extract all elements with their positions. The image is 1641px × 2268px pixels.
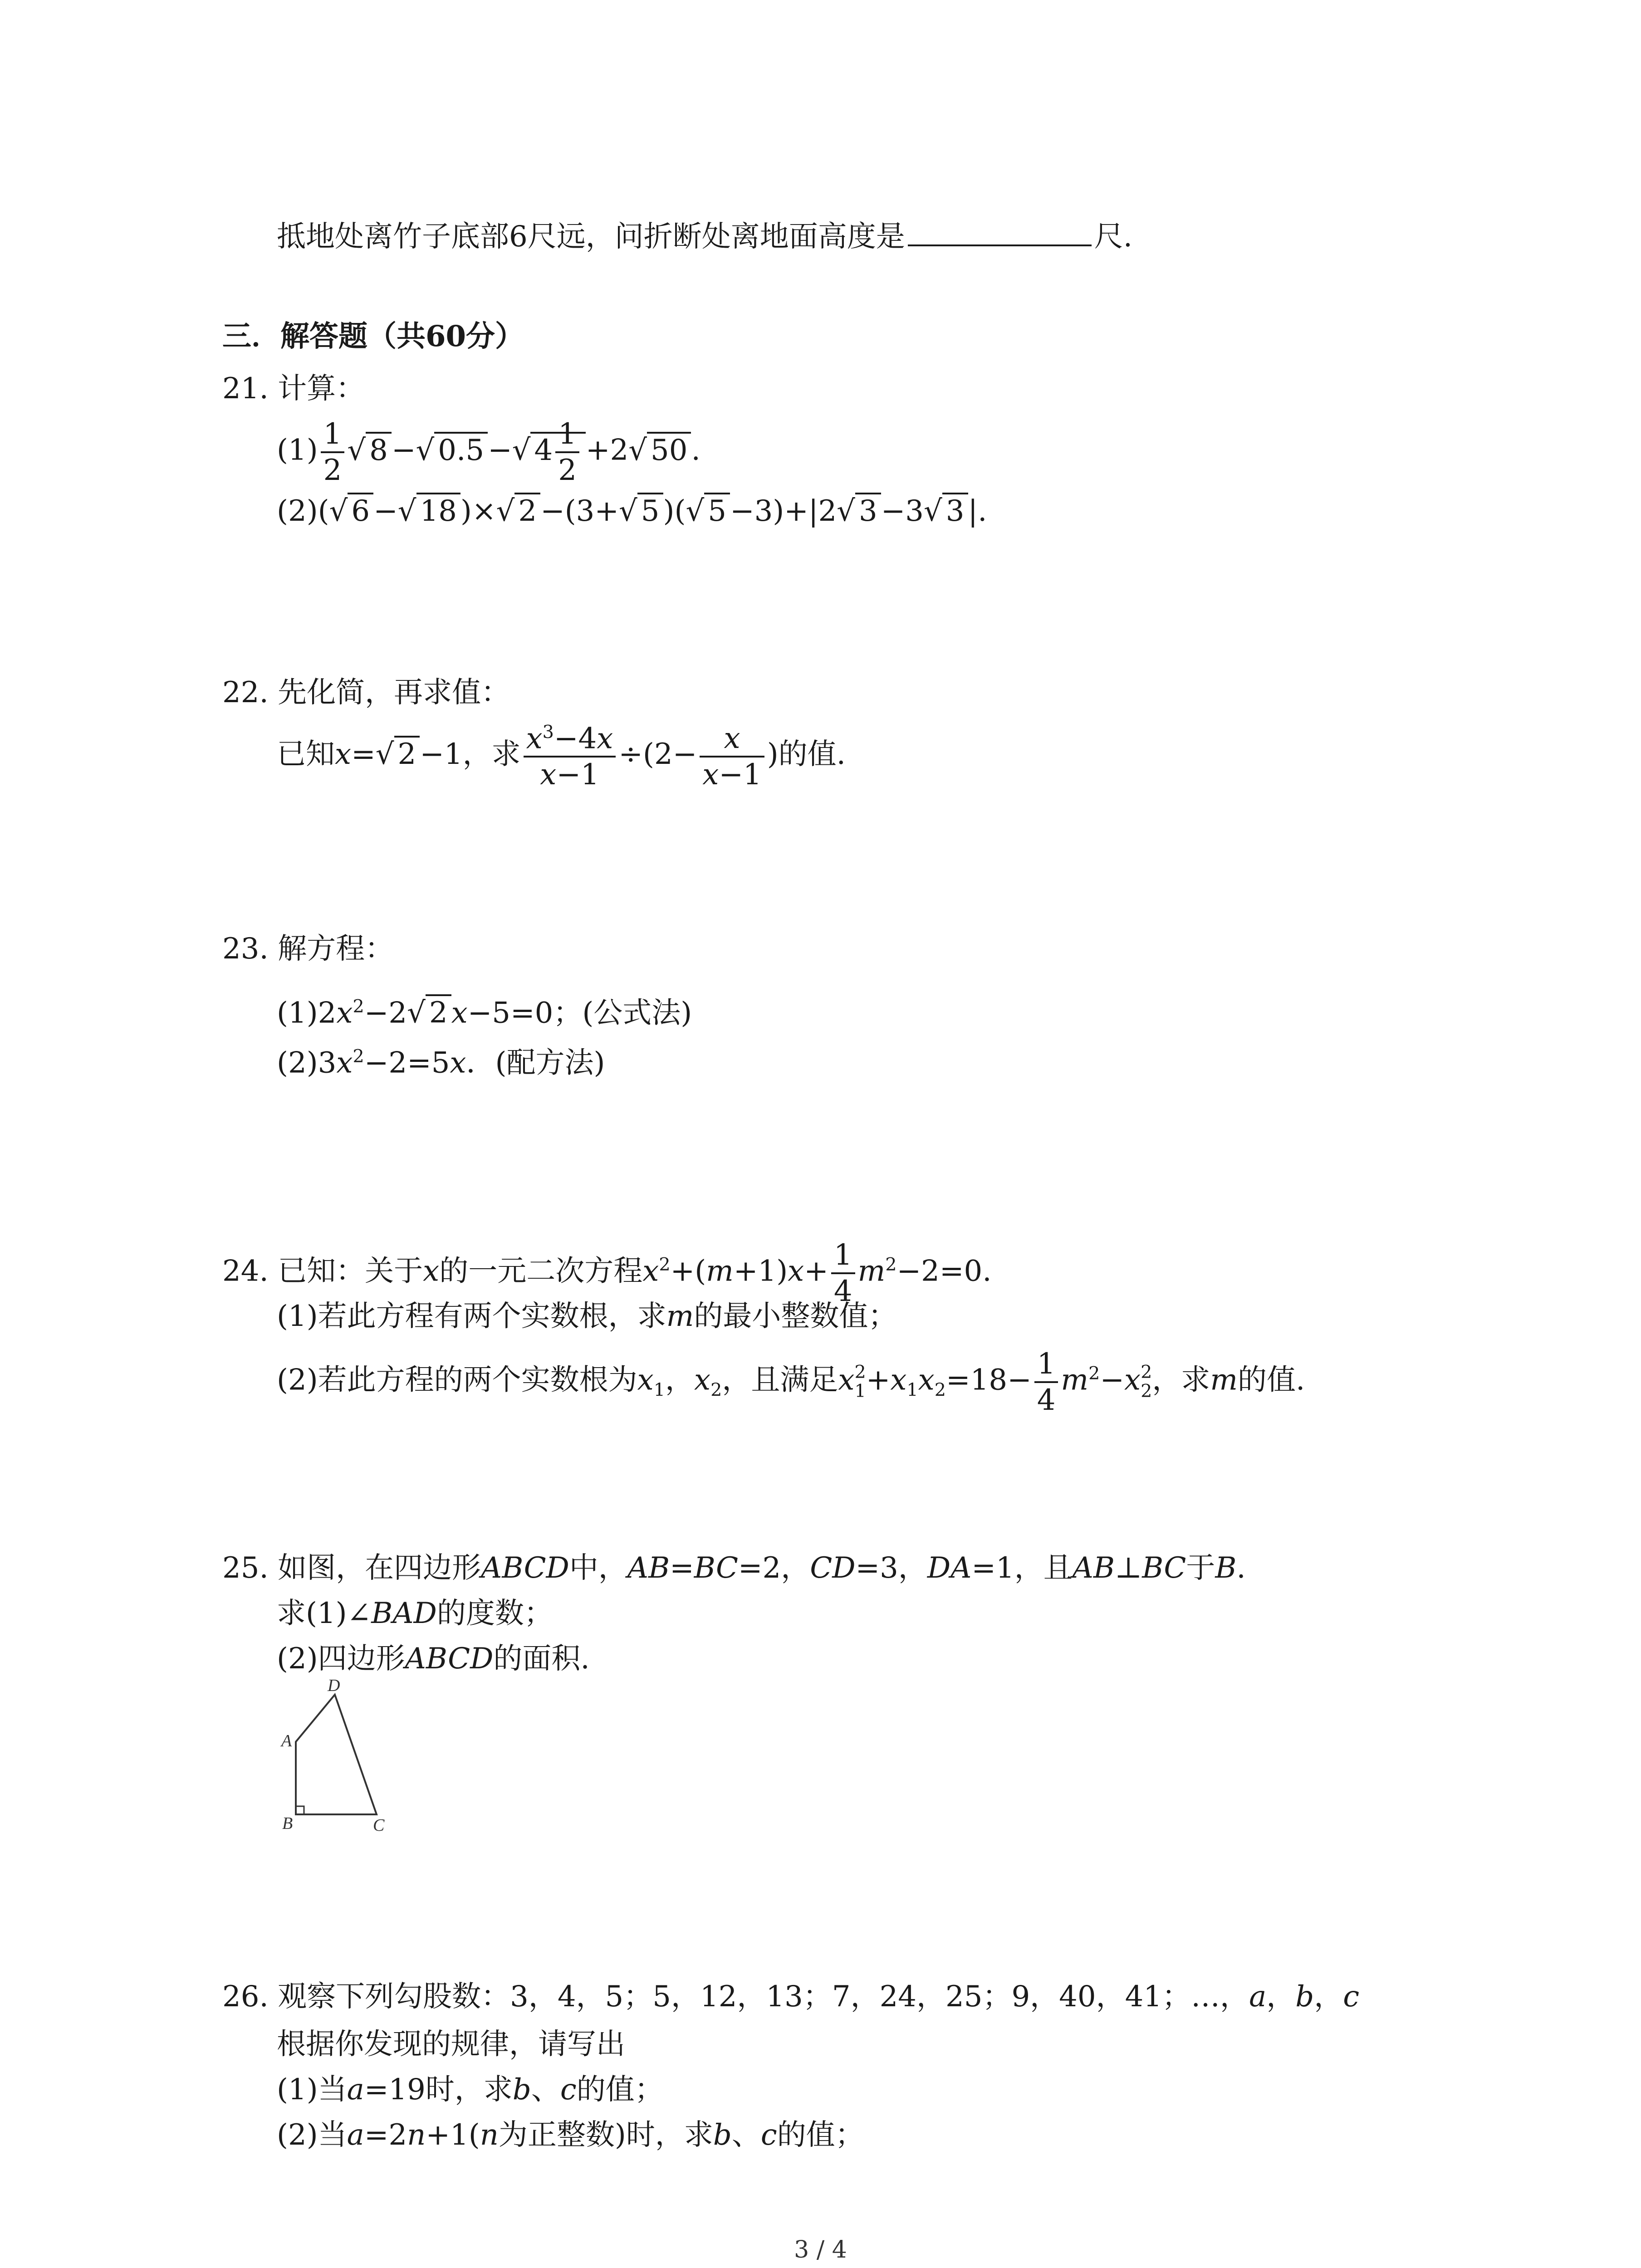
q25-part1 (277, 1599, 553, 1628)
var: a (347, 2073, 364, 2107)
sqrt-arg: 6 (348, 493, 373, 528)
text: 的值； (576, 2073, 664, 2107)
text: =19时，求 (364, 2073, 513, 2107)
fraction (524, 722, 616, 792)
op: −1 (719, 758, 762, 792)
q26-part2 (277, 2118, 864, 2152)
fraction-num (524, 723, 616, 758)
sqrt-arg: 2 (514, 493, 540, 528)
text: (2)四边形 (277, 1642, 405, 1676)
sqrt-arg: 2 (426, 994, 451, 1030)
var: BC (1142, 1551, 1186, 1585)
text: =2， (738, 1551, 810, 1585)
op: + (804, 1254, 828, 1288)
sqrt: √ 4 $\frac{1}{2}$ (512, 420, 586, 485)
var: x (890, 1363, 907, 1397)
q24-part2 (277, 1349, 1305, 1415)
var: b (1295, 1980, 1314, 2014)
sqrt-arg: 8 (366, 432, 392, 467)
text: ．(配方法) (466, 1046, 605, 1080)
op: +( (670, 1254, 706, 1288)
sqrt-arg-mixed (530, 417, 585, 487)
fraction (555, 417, 579, 487)
text: 、 (531, 2073, 560, 2107)
op: −2=0. (896, 1254, 992, 1288)
exp: 3 (542, 722, 554, 743)
sqrt: √ 5 (686, 497, 730, 526)
text: 于 (1186, 1551, 1215, 1585)
q22-title: 22. 先化简，再求值： (222, 676, 510, 709)
op: − (488, 433, 512, 467)
exp: 2 (353, 996, 364, 1017)
sqrt: √ 2 (376, 740, 420, 769)
fraction-num: x (700, 724, 764, 758)
var: x (702, 758, 719, 792)
text: )的值. (767, 738, 846, 772)
fraction (321, 417, 345, 487)
text: (2)若此方程的两个实数根为 (277, 1363, 637, 1397)
sqrt: √ 6 (329, 497, 374, 526)
var: a (347, 2118, 364, 2152)
q23-part1 (277, 996, 692, 1030)
exp: 2 (1141, 1362, 1152, 1383)
subscript: 2 (710, 1379, 722, 1401)
text: 的度数； (436, 1597, 553, 1630)
text: 的最小整数值； (694, 1300, 897, 1333)
var: CD (810, 1551, 856, 1585)
top-line-unit: 尺. (1094, 220, 1133, 254)
sup-sub (854, 1363, 866, 1401)
answer-blank[interactable] (908, 244, 1092, 246)
op: −2=5 (364, 1046, 450, 1080)
fraction (1034, 1349, 1058, 1415)
var: b (512, 2073, 531, 2107)
var: x (423, 1254, 440, 1288)
op: −(3+ (540, 494, 619, 528)
sup-sub (1141, 1363, 1152, 1401)
q21-part2 (277, 494, 987, 528)
var: x (694, 1363, 711, 1397)
var: x (597, 722, 613, 756)
sqrt-arg: 50 (647, 432, 691, 467)
text: 、 (731, 2118, 761, 2152)
sqrt: √ 8 (347, 436, 392, 465)
sqrt: √ 3 (924, 497, 968, 526)
op: −4 (554, 722, 597, 756)
text: 的值； (777, 2118, 864, 2152)
op: − (1100, 1363, 1124, 1397)
fraction (700, 721, 764, 792)
var: m (706, 1254, 734, 1288)
q26-part1 (277, 2073, 664, 2107)
var: x (642, 1254, 659, 1288)
op: = (351, 738, 376, 772)
op: −3)+|2 (730, 494, 837, 528)
q23-title: 23. 解方程： (222, 932, 394, 966)
text: (1)2 (277, 996, 337, 1030)
var: BAD (371, 1597, 437, 1630)
vertex-label-b: B (282, 1814, 293, 1833)
q24-part1 (277, 1302, 897, 1331)
sqrt: √ 2 (496, 497, 541, 526)
text: 为正整数)时，求 (498, 2118, 713, 2152)
var: AB (1072, 1551, 1115, 1585)
fraction-num: 1 (321, 420, 345, 453)
sqrt-arg: 0.5 (434, 432, 488, 467)
var: m (1061, 1363, 1089, 1397)
subscript: 1 (906, 1379, 918, 1401)
var: BC (694, 1551, 738, 1585)
var: x (637, 1363, 654, 1397)
sqrt-arg: 5 (704, 493, 730, 528)
op: )( (663, 494, 686, 528)
text: 26. 观察下列勾股数：3，4，5；5，12，13；7，24，25；9，40，41；…， (222, 1980, 1249, 2014)
sqrt: √ 5 (619, 497, 663, 526)
fraction-num: 1 (1034, 1349, 1058, 1383)
var: m (857, 1254, 886, 1288)
op: − (373, 494, 398, 528)
var: n (480, 2118, 499, 2152)
vertex-label-a: A (281, 1731, 292, 1750)
op: . (691, 433, 700, 467)
var: x (918, 1363, 935, 1397)
op: −3 (881, 494, 924, 528)
text: ， (1314, 1980, 1343, 2014)
sqrt-arg: 18 (416, 493, 460, 528)
text: =1，且 (971, 1551, 1073, 1585)
var: ABCD (405, 1642, 494, 1676)
sqrt-arg: 3 (942, 493, 968, 528)
q21-title: 21. 计算： (222, 372, 365, 406)
right-angle-mark (296, 1806, 304, 1814)
text: (1)若此方程有两个实数根，求 (277, 1300, 666, 1333)
text: (2)3 (277, 1046, 337, 1080)
text: =2 (364, 2118, 407, 2152)
q26-line1: 根据你发现的规律，请写出 (277, 2028, 625, 2061)
op: =18− (946, 1363, 1032, 1397)
text: 已知 (277, 738, 335, 772)
q21-p2-label: (2)( (277, 494, 329, 528)
sqrt: √ 3 (837, 497, 881, 526)
subscript: 1 (653, 1379, 665, 1401)
var: B (1215, 1551, 1237, 1585)
var: x (451, 996, 468, 1030)
op: = (670, 1551, 694, 1585)
top-line-text: 抵地处离竹子底部6尺远，问折断处离地面高度是 (277, 220, 905, 254)
var: x (1124, 1363, 1141, 1397)
exp: 2 (659, 1254, 671, 1276)
text: =3， (855, 1551, 927, 1585)
var: c (560, 2073, 577, 2107)
fraction-num: 1 (555, 420, 579, 453)
fraction-den: 4 (833, 1275, 852, 1308)
exp: 2 (1088, 1363, 1100, 1384)
vertex-label-c: C (373, 1816, 385, 1833)
var: x (526, 722, 543, 756)
top-line (277, 220, 1133, 254)
text: −1，求 (420, 738, 521, 772)
fraction-num: 1 (831, 1241, 855, 1274)
exp: 2 (885, 1254, 897, 1276)
text: 的一元二次方程 (439, 1254, 643, 1288)
op: −2 (364, 996, 407, 1030)
op: +2 (585, 433, 629, 467)
text: ， (665, 1363, 694, 1397)
fraction-den (700, 758, 764, 792)
var: DA (927, 1551, 972, 1585)
op: |. (968, 494, 987, 528)
q26-title (222, 1980, 1360, 2014)
fraction-den: 4 (1037, 1383, 1056, 1417)
q25-title (222, 1551, 1246, 1585)
var: ABCD (481, 1551, 569, 1585)
exp: 2 (353, 1046, 364, 1067)
fraction-den (524, 758, 616, 792)
sqrt: √ 2 (407, 998, 451, 1027)
sqrt: √ 18 (398, 497, 460, 526)
text: −5=0；(公式法) (467, 996, 692, 1030)
text: ， (1266, 1980, 1296, 2014)
var: n (407, 2118, 426, 2152)
text: ，且满足 (722, 1363, 838, 1397)
text: . (1236, 1551, 1246, 1585)
var: b (713, 2118, 732, 2152)
var: AB (627, 1551, 670, 1585)
text: 求(1)∠ (277, 1597, 372, 1630)
sqrt: √ 0.5 (416, 436, 488, 465)
q22-expression (277, 721, 846, 792)
subscript: 2 (1141, 1381, 1152, 1402)
quadrilateral-figure (272, 1678, 408, 1833)
sqrt-arg: 5 (637, 493, 663, 528)
text: 的值. (1238, 1363, 1305, 1397)
var: m (666, 1300, 694, 1333)
subscript: 1 (854, 1381, 866, 1402)
fraction-den: 2 (323, 454, 342, 487)
text: 的面积. (493, 1642, 590, 1676)
section-header: 三．解答题（共60分） (222, 319, 524, 353)
fraction (831, 1238, 855, 1308)
var: x (838, 1363, 855, 1397)
text: 中， (569, 1551, 627, 1585)
sqrt-arg: 2 (394, 736, 420, 771)
subscript: 2 (934, 1379, 946, 1401)
q21-p1-label: (1) (277, 433, 318, 467)
q24-title (222, 1238, 992, 1308)
op: ⊥ (1115, 1551, 1142, 1585)
var: a (1249, 1980, 1267, 2014)
var: x (335, 738, 352, 772)
text: +1( (426, 2118, 480, 2152)
quadrilateral-shape (296, 1695, 377, 1814)
sqrt-arg: 3 (855, 493, 881, 528)
text: (1)当 (277, 2073, 347, 2107)
var: c (1343, 1980, 1360, 2014)
op: + (866, 1363, 891, 1397)
text: (2)当 (277, 2118, 347, 2152)
op: − (391, 433, 416, 467)
var: x (540, 758, 557, 792)
op: ÷(2− (618, 738, 697, 772)
page-number: 3 / 4 (794, 2236, 847, 2263)
op: +1) (733, 1254, 788, 1288)
var: c (760, 2118, 777, 2152)
exp: 2 (854, 1362, 866, 1383)
sqrt: √ 50 (628, 436, 691, 465)
var: m (1210, 1363, 1238, 1397)
text: 25. 如图，在四边形 (222, 1551, 481, 1585)
q21-part1 (277, 417, 700, 487)
var: x (788, 1254, 804, 1288)
mixed-int: 4 (534, 433, 553, 467)
var: x (336, 1046, 353, 1080)
var: x (450, 1046, 466, 1080)
fraction-den: 2 (558, 454, 577, 487)
q25-part2 (277, 1642, 590, 1676)
text: 24. 已知：关于 (222, 1254, 423, 1288)
var: x (336, 996, 353, 1030)
op: −1 (556, 758, 599, 792)
q23-part2 (277, 1046, 605, 1080)
op: )× (460, 494, 496, 528)
vertex-label-d: D (328, 1678, 340, 1695)
text: ，求 (1152, 1363, 1210, 1397)
